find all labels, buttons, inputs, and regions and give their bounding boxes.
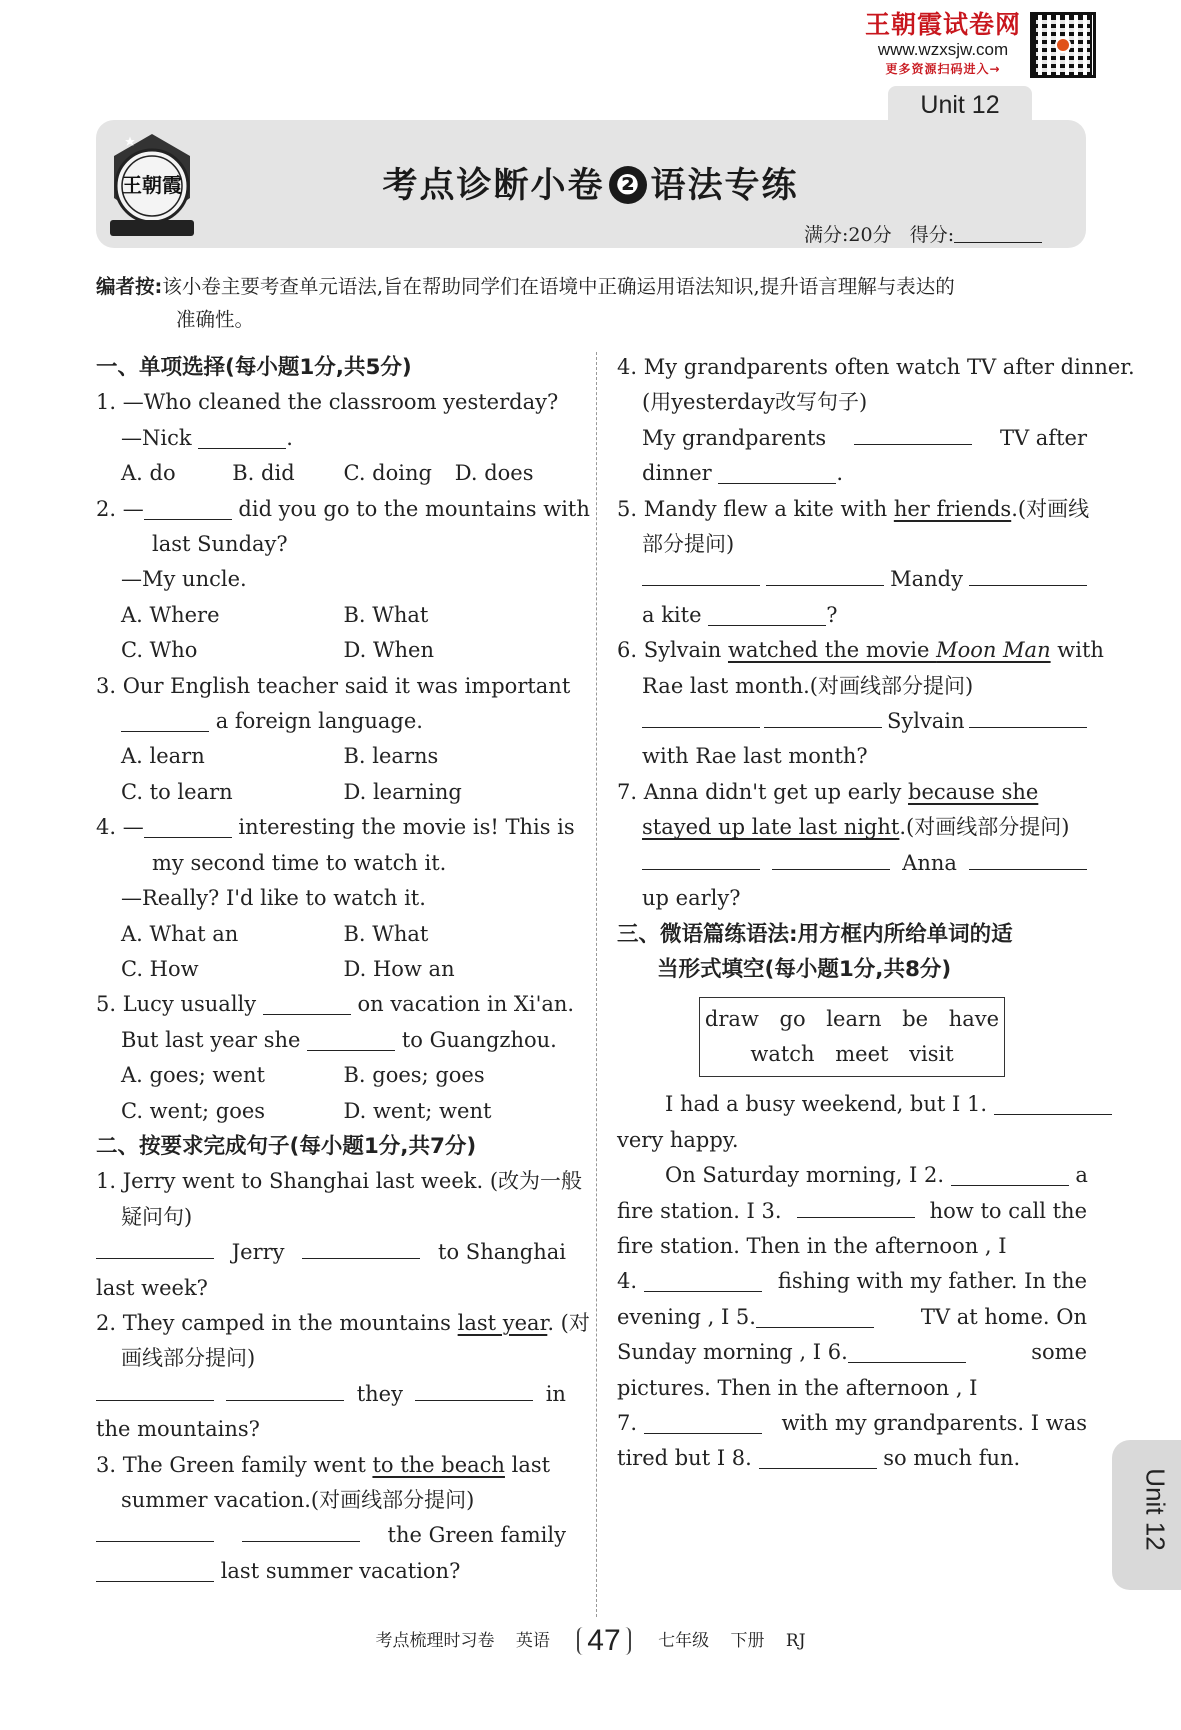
options-1-5: A. goes; went B. goes; goes bbox=[121, 1063, 485, 1088]
answer-blank[interactable] bbox=[642, 846, 760, 870]
answer-blank-2[interactable] bbox=[951, 1162, 1069, 1186]
word-box: draw go learn be have watch meet visit bbox=[699, 997, 1005, 1077]
options-1-1: A. do B. did C. doing D. does bbox=[121, 461, 534, 486]
page-footer: 考点梳理时习卷 英语 47 七年级 下册 RJ bbox=[375, 1624, 806, 1657]
score-blank[interactable] bbox=[954, 223, 1042, 243]
answer-blank[interactable] bbox=[96, 1377, 214, 1401]
qr-logo-icon bbox=[1055, 37, 1071, 53]
answer-blank-1[interactable] bbox=[994, 1091, 1112, 1115]
answer-blank[interactable] bbox=[642, 704, 760, 728]
question-2-3: 3. The Green family went to the beach last bbox=[96, 1452, 551, 1477]
brand-url[interactable]: www.wzxsjw.com bbox=[877, 40, 1009, 59]
answer-blank[interactable] bbox=[242, 1518, 360, 1542]
answer-blank[interactable] bbox=[708, 602, 826, 626]
answer-blank[interactable] bbox=[766, 562, 884, 586]
full-score: 满分:20分 bbox=[804, 224, 892, 246]
brand-name: 王朝霞试卷网 bbox=[864, 10, 1021, 39]
answer-blank[interactable] bbox=[96, 1235, 214, 1259]
answer-blank[interactable] bbox=[969, 704, 1087, 728]
answer-blank[interactable] bbox=[642, 562, 760, 586]
score-label: 得分: bbox=[909, 224, 955, 246]
options-1-2: A. Where B. What bbox=[121, 602, 429, 627]
question-2-5: 5. Mandy flew a kite with her friends.(对画线 bbox=[617, 496, 1090, 521]
page-number: 47 bbox=[577, 1627, 630, 1655]
question-2-7: 7. Anna didn't get up early because she bbox=[617, 779, 1039, 804]
answer-blank[interactable] bbox=[302, 1235, 420, 1259]
answer-blank[interactable] bbox=[718, 460, 836, 484]
section-1-heading: 一、单项选择(每小题1分,共5分) bbox=[96, 355, 412, 380]
section-3-heading: 三、微语篇练语法:用方框内所给单词的适 bbox=[617, 921, 1013, 947]
passage-line: I had a busy weekend, but I 1. bbox=[617, 1087, 1087, 1122]
answer-blank[interactable] bbox=[226, 1377, 344, 1401]
question-1-2: 2. — did you go to the mountains with bbox=[96, 496, 590, 521]
answer-blank-4[interactable] bbox=[644, 1268, 762, 1292]
question-1-5: 5. Lucy usually on vacation in Xi'an. bbox=[96, 992, 575, 1017]
answer-blank[interactable] bbox=[263, 991, 351, 1015]
score-line bbox=[804, 220, 1042, 247]
answer-blank[interactable] bbox=[96, 1558, 214, 1582]
page-title: 考点诊断小卷 ❷ 语法专练 bbox=[382, 166, 799, 206]
answer-blank-7[interactable] bbox=[644, 1410, 762, 1434]
qr-code-icon[interactable] bbox=[1030, 12, 1096, 78]
answer-blank[interactable] bbox=[198, 425, 286, 449]
answer-blank[interactable] bbox=[144, 814, 232, 838]
answer-blank[interactable] bbox=[772, 846, 890, 870]
answer-blank-5[interactable] bbox=[756, 1304, 874, 1328]
options-1-3: A. learn B. learns bbox=[121, 744, 439, 769]
title-number-badge: ❷ bbox=[609, 166, 647, 204]
question-2-4: 4. My grandparents often watch TV after dinner. bbox=[617, 355, 1135, 379]
options-1-4: A. What an B. What bbox=[121, 921, 429, 946]
question-1-3: 3. Our English teacher said it was important bbox=[96, 673, 571, 698]
answer-blank[interactable] bbox=[415, 1377, 533, 1401]
brand-block bbox=[858, 10, 1028, 78]
question-2-2: 2. They camped in the mountains last year. (对 bbox=[96, 1310, 590, 1335]
unit-tab: Unit 12 bbox=[888, 86, 1032, 124]
answer-blank[interactable] bbox=[121, 708, 209, 732]
side-unit-tab: Unit 12 bbox=[1112, 1440, 1181, 1590]
answer-blank-3[interactable] bbox=[797, 1194, 915, 1218]
answer-blank[interactable] bbox=[969, 562, 1087, 586]
answer-blank[interactable] bbox=[307, 1027, 395, 1051]
editor-note: 编者按:该小卷主要考查单元语法,旨在帮助同学们在语境中正确运用语法知识,提升语言理解与表达的 准确性。 bbox=[96, 275, 955, 331]
brand-hint: 更多资源扫码进入→ bbox=[885, 62, 1001, 76]
answer-blank-6[interactable] bbox=[848, 1339, 966, 1363]
right-column: 4. My grandparents often watch TV after dinner. (用yesterday改写句子) My grandparents TV after dinner . 5. Mandy flew a kite with her friends.(对画线 部分提问) Mandy a kite ? 6. Sylvain watched the movie Moon Man with Rae last month.(对画线部分提问) Sylvain with Rae last month? 7. Anna didn't get up early because she stayed up late last night.(对画线部分提问) Anna up early? 三、微语篇练语法:用方框内所给单词的适 当形式填空(每小题1分,共8分) draw go learn be have watch meet visit I had a busy weekend, but I 1. very happy. On Saturday morning, I 2. a fire station. I 3. how to call the fire station. Then in the afternoon , I 4. fishing with my father. In the evening , I 5. TV at home. On Sunday morning , I 6. some pictures. Then in the afternoon , I 7. with my grandparents. I was tired but I 8. so much fun. bbox=[617, 350, 1087, 1477]
left-column: 一、单项选择(每小题1分,共5分) 1. —Who cleaned the classroom yesterday? —Nick . A. do B. did C. doing D. does 2. — did you go to the mountains with last Sunday? —My uncle. A. Where B. What C. Who D. When 3. Our English teacher said it was important a foreign language. A. learn B. learns C. to learn D. learning 4. — interesting the movie is! This is my second time to watch it. —Really? I'd like to watch it. A. What an B. What C. How D. How an 5. Lucy usually on vacation in Xi'an. But last year she to Guangzhou. A. goes; went B. goes; goes C. went; goes D. went; went 二、按要求完成句子(每小题1分,共7分) 1. Jerry went to Shanghai last week. (改为一般 疑问句) Jerry to Shanghai last week? 2. They camped in the mountains last year. (对 画线部分提问) they in the mountains? 3. The Green family went to the beach last summer vacation.(对画线部分提问) the Green family last summer vacation? bbox=[96, 350, 566, 1589]
answer-blank[interactable] bbox=[764, 704, 882, 728]
answer-blank[interactable] bbox=[96, 1518, 214, 1542]
emblem-text: 王朝霞 bbox=[122, 173, 182, 197]
answer-blank[interactable] bbox=[969, 846, 1087, 870]
section-2-heading: 二、按要求完成句子(每小题1分,共7分) bbox=[96, 1133, 477, 1159]
question-2-6: 6. Sylvain watched the movie Moon Man with bbox=[617, 638, 1104, 663]
question-1-1: 1. —Who cleaned the classroom yesterday? bbox=[96, 390, 559, 415]
answer-blank[interactable] bbox=[854, 421, 972, 445]
note-label: 编者按: bbox=[96, 275, 163, 298]
answer-blank[interactable] bbox=[144, 496, 232, 520]
column-divider bbox=[596, 352, 597, 1617]
answer-blank-8[interactable] bbox=[759, 1445, 877, 1469]
question-1-4: 4. — interesting the movie is! This is bbox=[96, 815, 575, 840]
question-2-1: 1. Jerry went to Shanghai last week. (改为一般 bbox=[96, 1169, 583, 1194]
